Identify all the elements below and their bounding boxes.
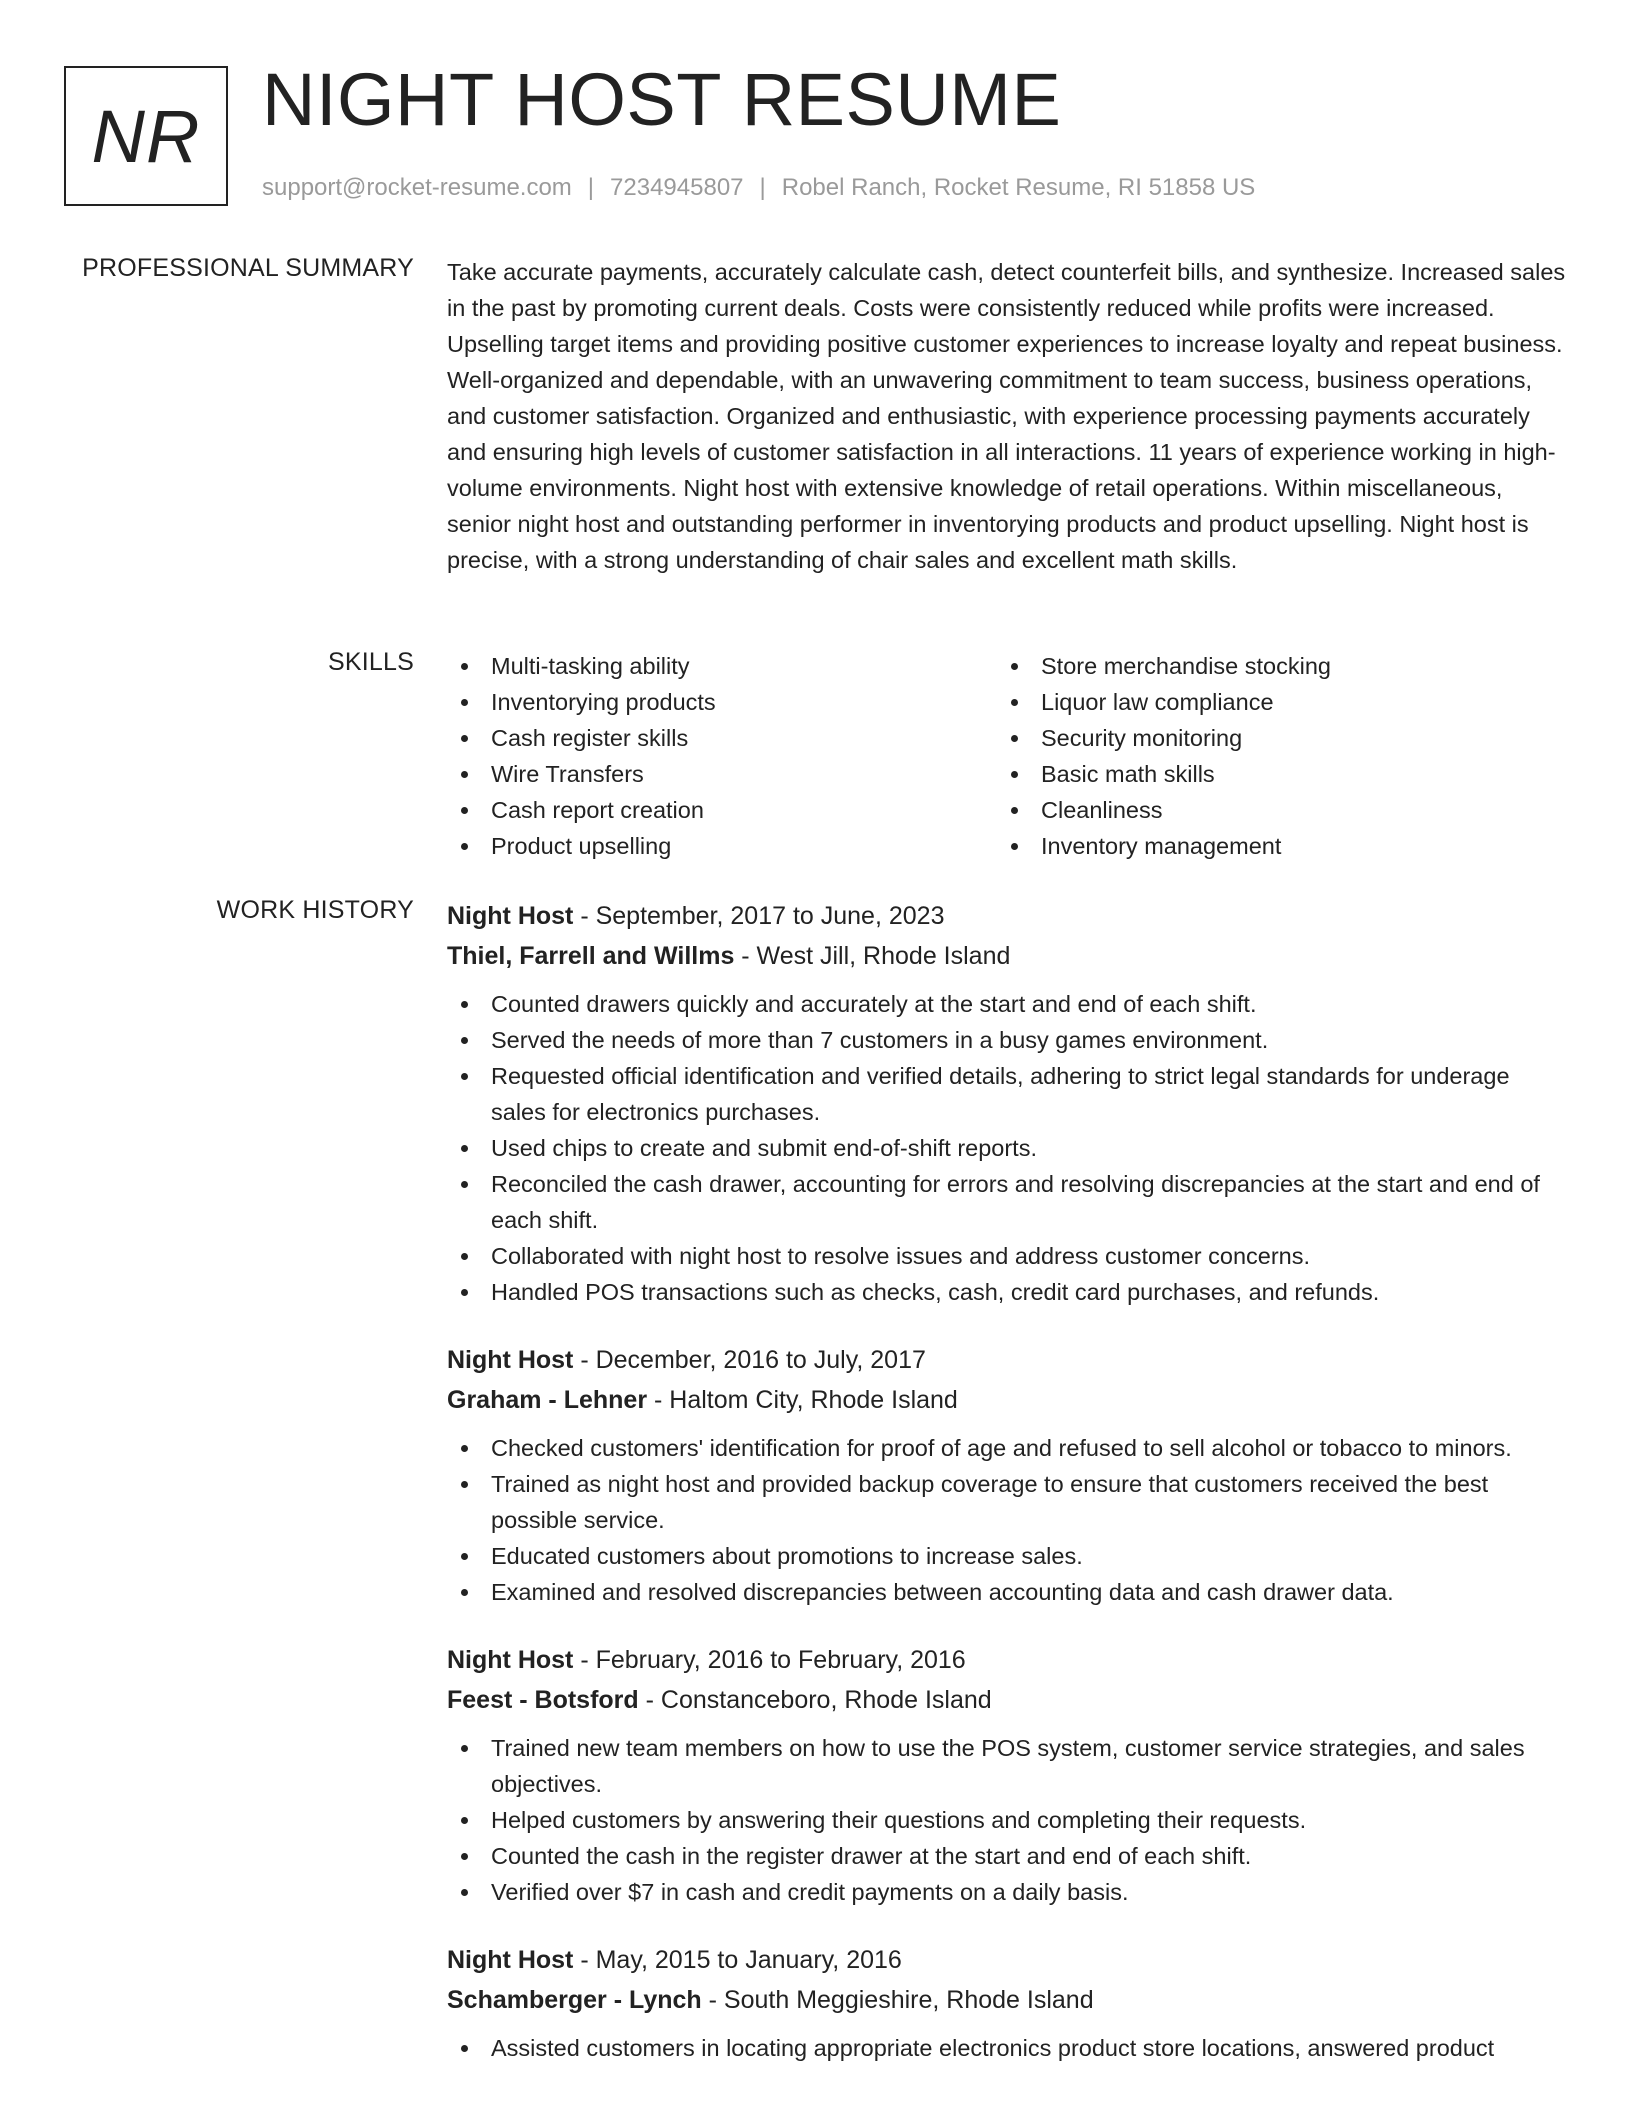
- job-bullet-list: [447, 2030, 1567, 2066]
- job-entry: [447, 896, 1567, 1310]
- job-company-line: [447, 1380, 1567, 1420]
- job-title: Night Host: [447, 902, 574, 930]
- job-bullet-list: [447, 1730, 1567, 1910]
- skills-body: [447, 648, 1567, 864]
- job-title-line: [447, 1340, 1567, 1380]
- job-bullet: Used chips to create and submit end-of-shift reports.: [447, 1130, 1567, 1166]
- skill-item: Liquor law compliance: [997, 684, 1331, 720]
- skills-list-right: [997, 648, 1331, 864]
- job-bullet-list: [447, 1430, 1567, 1610]
- job-bullet-list: [447, 986, 1567, 1310]
- job-bullet: Counted drawers quickly and accurately at the start and end of each shift.: [447, 986, 1567, 1022]
- job-dates: - December, 2016 to July, 2017: [573, 1346, 926, 1374]
- job-bullet: Educated customers about promotions to increase sales.: [447, 1538, 1567, 1574]
- skill-item: Security monitoring: [997, 720, 1331, 756]
- job-title-line: [447, 1640, 1567, 1680]
- job-location: - Constanceboro, Rhode Island: [638, 1686, 992, 1714]
- work-history-body: [447, 896, 1567, 2096]
- resume-title: NIGHT HOST RESUME: [262, 58, 1062, 141]
- job-bullet: Trained as night host and provided backup coverage to ensure that customers received the best possible service.: [447, 1466, 1567, 1538]
- skill-item: Inventory management: [997, 828, 1331, 864]
- skill-item: Product upselling: [447, 828, 716, 864]
- summary-body: [447, 254, 1567, 578]
- job-location: - Haltom City, Rhode Island: [647, 1386, 958, 1414]
- job-dates: - February, 2016 to February, 2016: [573, 1646, 966, 1674]
- job-company: Thiel, Farrell and Willms: [447, 942, 735, 970]
- job-title-line: [447, 1940, 1567, 1980]
- job-location: - South Meggieshire, Rhode Island: [701, 1986, 1094, 2014]
- job-company: Graham - Lehner: [447, 1386, 648, 1414]
- job-entry: [447, 1940, 1567, 2066]
- skill-item: Basic math skills: [997, 756, 1331, 792]
- job-bullet: Reconciled the cash drawer, accounting for errors and resolving discrepancies at the start and end of each shift.: [447, 1166, 1567, 1238]
- job-title: Night Host: [447, 1946, 574, 1974]
- skill-item: Store merchandise stocking: [997, 648, 1331, 684]
- job-bullet: Counted the cash in the register drawer at the start and end of each shift.: [447, 1838, 1567, 1874]
- skills-list-left: [447, 648, 716, 864]
- job-bullet: Verified over $7 in cash and credit payments on a daily basis.: [447, 1874, 1567, 1910]
- job-title-line: [447, 896, 1567, 936]
- skills-heading: SKILLS: [328, 648, 414, 676]
- contact-separator: |: [759, 174, 766, 201]
- job-bullet: Requested official identification and verified details, adhering to strict legal standards for underage sales for electronics purchases.: [447, 1058, 1567, 1130]
- job-company-line: [447, 1680, 1567, 1720]
- monogram-badge: [64, 66, 228, 206]
- job-entry: [447, 1640, 1567, 1910]
- skill-item: Multi-tasking ability: [447, 648, 716, 684]
- skill-item: Cleanliness: [997, 792, 1331, 828]
- skill-item: Inventorying products: [447, 684, 716, 720]
- job-bullet: Checked customers' identification for proof of age and refused to sell alcohol or tobacco to minors.: [447, 1430, 1567, 1466]
- contact-separator: |: [587, 174, 595, 201]
- job-location: - West Jill, Rhode Island: [734, 942, 1011, 970]
- job-dates: - September, 2017 to June, 2023: [573, 902, 945, 930]
- summary-heading: PROFESSIONAL SUMMARY: [82, 254, 414, 282]
- skill-item: Wire Transfers: [447, 756, 716, 792]
- contact-address: Robel Ranch, Rocket Resume, RI 51858 US: [781, 174, 1256, 201]
- contact-phone: 7234945807: [610, 174, 744, 201]
- job-company-line: [447, 936, 1567, 976]
- monogram-initials: NR: [91, 94, 201, 178]
- skill-item: Cash register skills: [447, 720, 716, 756]
- job-bullet: Trained new team members on how to use the POS system, customer service strategies, and sales objectives.: [447, 1730, 1567, 1802]
- summary-text: Take accurate payments, accurately calculate cash, detect counterfeit bills, and synthesize. Increased sales in the past by promoting current deals. Costs were consistently reduced while profits were increased. Upselling target items and providing positive customer experiences to increase loyalty and repeat business. Well-organized and dependable, with an unwavering commitment to team success, business operations, and customer satisfaction. Organized and enthusiastic, with experience processing payments accurately and ensuring high levels of customer satisfaction in all interactions. 11 years of experience working in high-volume environments. Night host with extensive knowledge of retail operations. Within miscellaneous, senior night host and outstanding performer in inventorying products and product upselling. Night host is precise, with a strong understanding of chair sales and excellent math skills.: [447, 259, 1566, 573]
- job-bullet: Handled POS transactions such as checks, cash, credit card purchases, and refunds.: [447, 1274, 1567, 1310]
- job-entry: [447, 1340, 1567, 1610]
- job-bullet: Examined and resolved discrepancies between accounting data and cash drawer data.: [447, 1574, 1567, 1610]
- contact-line: [262, 174, 1255, 202]
- work-history-heading: WORK HISTORY: [216, 896, 414, 924]
- job-bullet: Served the needs of more than 7 customers in a busy games environment.: [447, 1022, 1567, 1058]
- contact-email: support@rocket-resume.com: [262, 174, 572, 201]
- job-company: Schamberger - Lynch: [447, 1986, 702, 2014]
- job-bullet: Assisted customers in locating appropriate electronics product store locations, answered product: [447, 2030, 1567, 2066]
- job-title: Night Host: [447, 1646, 574, 1674]
- job-title: Night Host: [447, 1346, 574, 1374]
- job-company: Feest - Botsford: [447, 1686, 639, 1714]
- job-bullet: Collaborated with night host to resolve issues and address customer concerns.: [447, 1238, 1567, 1274]
- job-bullet: Helped customers by answering their questions and completing their requests.: [447, 1802, 1567, 1838]
- job-dates: - May, 2015 to January, 2016: [573, 1946, 902, 1974]
- skill-item: Cash report creation: [447, 792, 716, 828]
- job-company-line: [447, 1980, 1567, 2020]
